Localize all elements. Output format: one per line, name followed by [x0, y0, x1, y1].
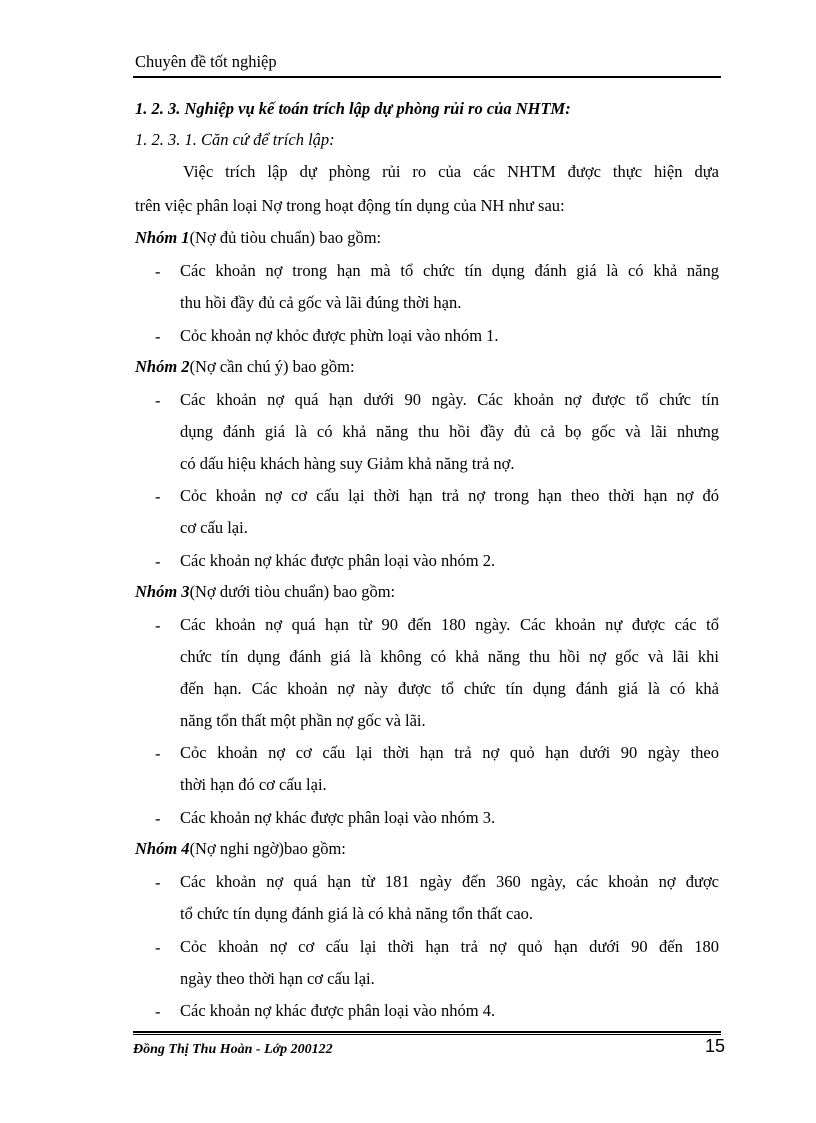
bullet-dash: - [155, 552, 161, 571]
list-item [180, 545, 719, 577]
group-heading [135, 228, 381, 248]
list-item-line: Các khoản nợ khác được phân loại vào nhóm 2. [180, 551, 496, 570]
list-item-line: Các khoản nợ khác được phân loại vào nhóm 3. [180, 808, 496, 827]
page-number: 15 [705, 1036, 726, 1056]
list-item-line: có dấu hiệu khách hàng suy Giảm khả năng trả nợ. [180, 454, 515, 473]
intro-line-2: trên việc phân loại Nợ trong hoạt động tín dụng của NH như sau: [135, 196, 565, 215]
group-heading [135, 357, 355, 377]
bullet-dash: - [155, 487, 161, 506]
list-item-line: thời hạn đó cơ cấu lại. [180, 775, 327, 794]
list-item [180, 737, 719, 801]
bullet-dash: - [155, 744, 161, 763]
group-description: (Nợ đủ tiòu chuẩn) bao gồm: [189, 228, 382, 247]
group-heading [135, 839, 346, 859]
subsection-title: 1. 2. 3. 1. Căn cứ để trích lập: [135, 130, 335, 149]
group-description: (Nợ cần chú ý) bao gồm: [189, 357, 355, 376]
intro-line-1: Việc trích lập dự phòng rủi ro của các NHTM được thực hiện dựa [183, 162, 719, 181]
list-item-line: đến hạn. Các khoản nợ này được tổ chức tín dụng đánh giá là có khả [180, 679, 719, 698]
list-item [180, 480, 719, 544]
bullet-dash: - [155, 327, 161, 346]
list-item-line: Các khoản nợ trong hạn mà tổ chức tín dụng đánh giá là có khả năng [180, 261, 719, 280]
bullet-dash: - [155, 616, 161, 635]
footer-author: Đồng Thị Thu Hoàn - Lớp 200122 [133, 1042, 333, 1057]
list-item-line: tổ chức tín dụng đánh giá là có khả năng tổn thất cao. [180, 904, 534, 923]
list-item [180, 931, 719, 995]
list-item-line: dụng đánh giá là có khả năng thu hồi đầy đủ cả bọ gốc và lãi nhưng [180, 422, 719, 441]
list-item-line: thu hồi đầy đủ cả gốc và lãi đúng thời hạn. [180, 293, 462, 312]
list-item-line: năng tổn thất một phần nợ gốc và lãi. [180, 711, 426, 730]
list-item-line: Các khoản nợ quá hạn dưới 90 ngày. Các khoản nợ được tổ chức tín [180, 390, 719, 409]
footer-rule [133, 1031, 721, 1033]
group-label: Nhóm 1 [135, 228, 190, 247]
list-item [180, 995, 719, 1027]
bullet-dash: - [155, 809, 161, 828]
bullet-dash: - [155, 938, 161, 957]
footer-rule-thin [133, 1034, 721, 1035]
group-label: Nhóm 3 [135, 582, 190, 601]
group-label: Nhóm 2 [135, 357, 190, 376]
list-item [180, 609, 719, 737]
bullet-dash: - [155, 873, 161, 892]
bullet-dash: - [155, 262, 161, 281]
list-item-line: ngày theo thời hạn cơ cấu lại. [180, 969, 375, 988]
group-description: (Nợ dưới tiòu chuẩn) bao gồm: [189, 582, 396, 601]
list-item-line: Cỏc khoản nợ cơ cấu lại thời hạn trả nợ trong hạn theo thời hạn nợ đó [180, 486, 719, 505]
header-rule [133, 76, 721, 78]
list-item [180, 384, 719, 480]
running-header: Chuyên đề tốt nghiệp [135, 52, 277, 71]
bullet-dash: - [155, 391, 161, 410]
bullet-dash: - [155, 1002, 161, 1021]
group-description: (Nợ nghi ngờ)bao gồm: [189, 839, 346, 858]
list-item-line: Các khoản nợ quá hạn từ 181 ngày đến 360 ngày, các khoản nợ được [180, 872, 719, 891]
section-title: 1. 2. 3. Nghiệp vụ kế toán trích lập dự phòng rủi ro của NHTM: [135, 99, 571, 118]
list-item [180, 866, 719, 930]
list-item [180, 320, 719, 352]
list-item [180, 802, 719, 834]
list-item-line: Các khoản nợ quá hạn từ 90 đến 180 ngày. Các khoản nự được các tổ [180, 615, 719, 634]
list-item-line: Cỏc khoản nợ cơ cấu lại thời hạn trả nợ quỏ hạn dưới 90 ngày theo [180, 743, 719, 762]
list-item-line: Các khoản nợ khác được phân loại vào nhóm 4. [180, 1001, 496, 1020]
list-item-line: chức tín dụng đánh giá là không có khả năng thu hồi nợ gốc và lãi khi [180, 647, 719, 666]
list-item-line: Cỏc khoản nợ cơ cấu lại thời hạn trả nợ quỏ hạn dưới 90 đến 180 [180, 937, 719, 956]
list-item-line: cơ cấu lại. [180, 518, 248, 537]
list-item [180, 255, 719, 319]
group-label: Nhóm 4 [135, 839, 190, 858]
list-item-line: Cỏc khoản nợ khỏc được phừn loại vào nhóm 1. [180, 326, 499, 345]
group-heading [135, 582, 395, 602]
